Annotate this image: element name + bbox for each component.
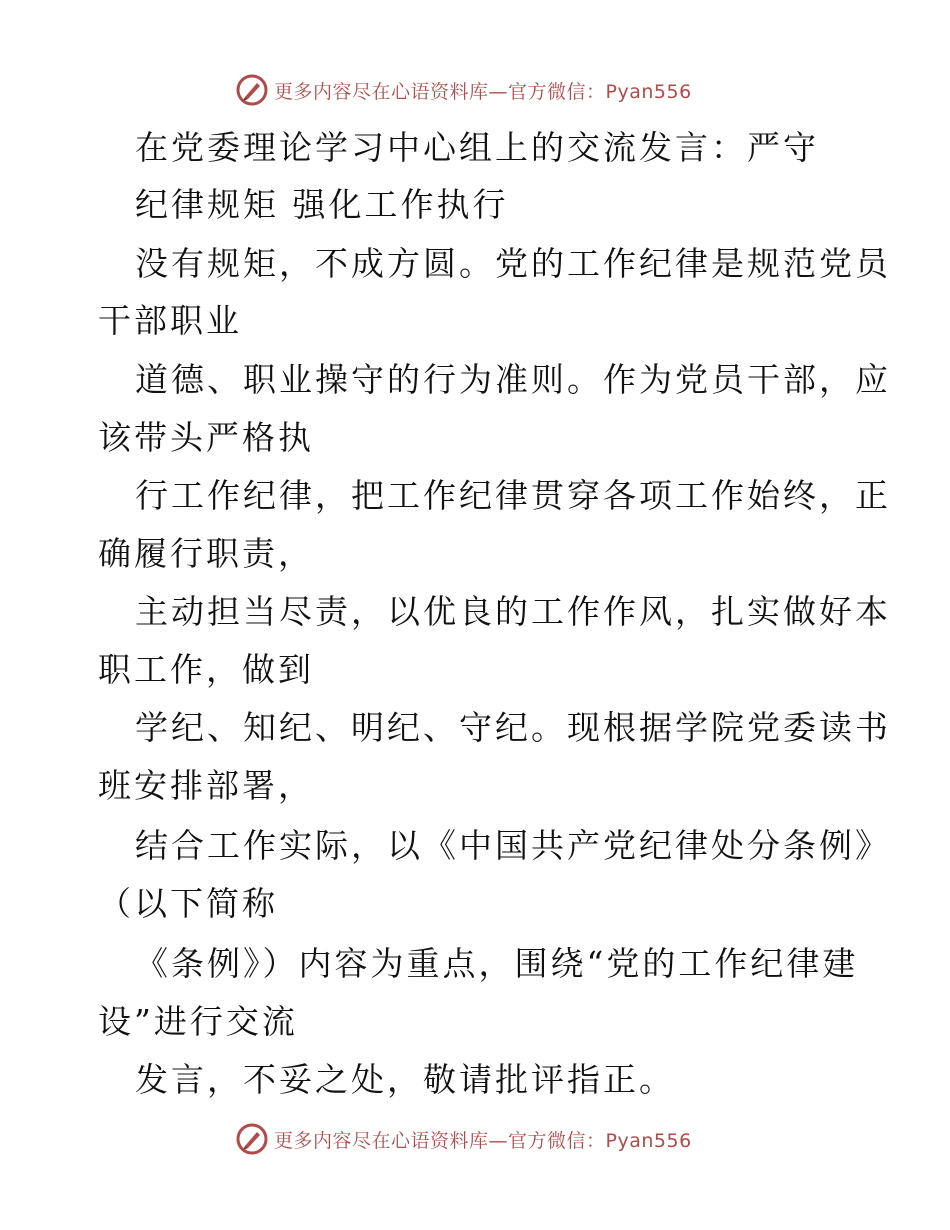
doc-line: 纪律规矩 强化工作执行	[135, 185, 509, 224]
doc-line: 设”进行交流	[98, 1002, 298, 1041]
doc-line: 干部职业	[98, 301, 242, 340]
pen-logo-icon	[236, 1123, 268, 1155]
watermark-text: 更多内容尽在心语资料库—官方微信：Pyan556	[274, 80, 692, 103]
doc-line: 职工作，做到	[98, 650, 314, 689]
doc-line: 结合工作实际，以《中国共产党纪律处分条例》	[135, 826, 891, 865]
doc-line: （以下简称	[98, 884, 278, 923]
doc-line: 主动担当尽责，以优良的工作作风，扎实做好本	[135, 592, 891, 631]
watermark-text: 更多内容尽在心语资料库—官方微信：Pyan556	[274, 1129, 692, 1152]
doc-line: 学纪、知纪、明纪、守纪。现根据学院党委读书	[135, 708, 891, 747]
footer-watermark	[236, 1121, 692, 1157]
doc-line: 行工作纪律，把工作纪律贯穿各项工作始终，正	[135, 476, 891, 515]
doc-line: 确履行职责，	[98, 534, 314, 573]
doc-line: 《条例》）内容为重点，围绕“党的工作纪律建	[135, 944, 859, 983]
doc-line: 道德、职业操守的行为准则。作为党员干部，应	[135, 360, 891, 399]
doc-line: 该带头严格执	[98, 418, 314, 457]
doc-line: 没有规矩，不成方圆。党的工作纪律是规范党员	[135, 244, 891, 283]
doc-line: 班安排部署，	[98, 766, 314, 805]
doc-line: 发言，不妥之处，敬请批评指正。	[135, 1060, 675, 1099]
doc-line: 在党委理论学习中心组上的交流发言：严守	[135, 128, 819, 167]
